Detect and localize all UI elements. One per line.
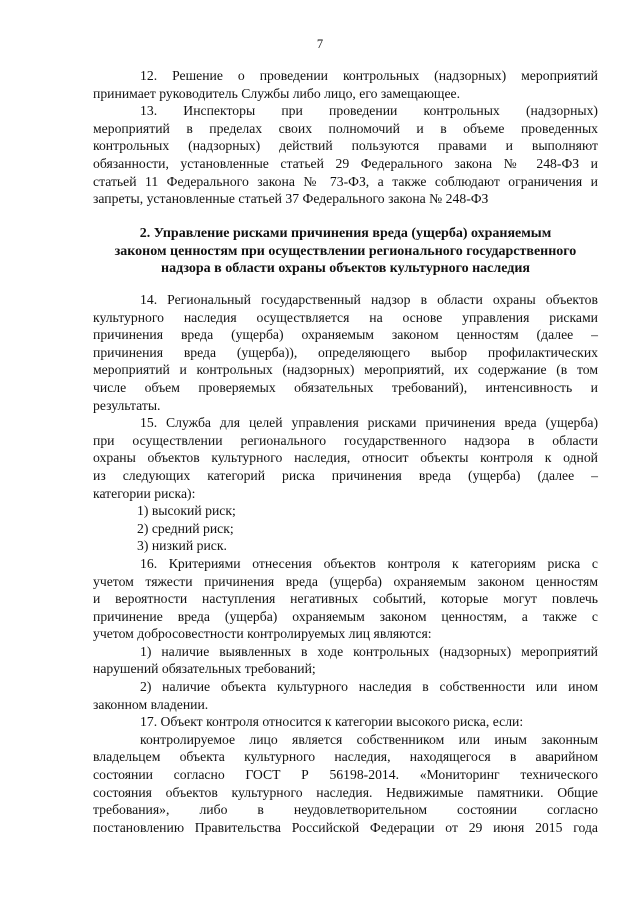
- text-line: обязанности, установленные статьей 29 Федерального закона № 248-ФЗ и: [93, 155, 598, 171]
- text-line: 17. Объект контроля относится к категории высокого риска, если:: [140, 714, 524, 730]
- text-line: нарушений обязательных требований;: [93, 661, 316, 677]
- text-line: 1) наличие выявленных в ходе контрольных (надзорных) мероприятий: [140, 643, 598, 659]
- text-line: законном владении.: [93, 696, 209, 712]
- text-line: владельцем объекта культурного наследия, находящегося в аварийном: [93, 749, 598, 765]
- text-line: мероприятий в пределах своих полномочий и в объеме проведенных: [93, 120, 598, 136]
- heading-line: надзора в области охраны объектов культурного наследия: [161, 261, 530, 277]
- text-line: учетом тяжести причинения вреда (ущерба) охраняемым законом ценностям: [93, 573, 598, 589]
- text-line: и вероятности наступления негативных событий, которые могут повлечь: [93, 591, 598, 607]
- list-item: 1) высокий риск;: [137, 503, 236, 519]
- text-line: 12. Решение о проведении контрольных (надзорных) мероприятий: [140, 68, 598, 83]
- list-item: 2) средний риск;: [137, 520, 234, 536]
- text-line: из следующих категорий риска причинения вреда (ущерба) (далее –: [93, 467, 598, 483]
- text-line: культурного наследия осуществляется на основе управления рисками: [93, 309, 598, 325]
- text-line: 16. Критериями отнесения объектов контроля к категориям риска с: [140, 555, 598, 571]
- text-line: 2) наличие объекта культурного наследия в собственности или ином: [140, 679, 598, 695]
- text-line: контрольных (надзорных) действий пользуются правами и выполняют: [93, 138, 598, 154]
- text-line: при осуществлении регионального государственного надзора в области: [93, 432, 598, 448]
- text-line: охраны объектов культурного наследия, относит объекты контроля к одной: [93, 450, 598, 466]
- text-line: причинение вреда (ущерба) охраняемым законом ценностям, а также с: [93, 608, 598, 624]
- text-line: числе объем проверяемых обязательных требований), интенсивность и: [93, 379, 598, 395]
- text-line: причинения вреда (ущерба)), определяющего выбор профилактических: [93, 344, 598, 360]
- heading-line: 2. Управление рисками причинения вреда (ущерба) охраняемым: [139, 226, 552, 241]
- paragraphs-14-17: [93, 291, 598, 836]
- text-line: контролируемое лицо является собственником или иным законным: [140, 731, 598, 747]
- section-heading: [93, 225, 598, 278]
- text-line: состоянии согласно ГОСТ Р 56198-2014. «Мониторинг технического: [93, 767, 598, 783]
- text-line: категории риска):: [93, 485, 196, 501]
- text-line: статьей 11 Федерального закона № 73-ФЗ, а также соблюдают ограничения и: [93, 173, 598, 189]
- text-line: результаты.: [93, 397, 161, 413]
- page-number: 7: [316, 37, 324, 51]
- list-item: 3) низкий риск.: [137, 538, 227, 554]
- text-line: 14. Региональный государственный надзор в области охраны объектов: [140, 292, 598, 307]
- text-line: принимает руководитель Службы либо лицо, его замещающее.: [93, 85, 461, 101]
- text-line: мероприятий и контрольных (надзорных) мероприятий, их содержание (в том: [93, 362, 598, 378]
- text-line: постановлению Правительства Российской Федерации от 29 июня 2015 года: [93, 819, 598, 835]
- heading-line: законом ценностям при осуществлении регионального государственного: [114, 243, 577, 259]
- text-line: состояния объектов культурного наследия. Недвижимые памятники. Общие: [93, 784, 598, 800]
- text-line: 15. Служба для целей управления рисками причинения вреда (ущерба): [140, 415, 598, 431]
- text-line: учетом добросовестности контролируемых лиц являются:: [93, 626, 432, 642]
- text-line: причинения вреда (ущерба) охраняемым законом ценностям (далее –: [93, 327, 598, 343]
- paragraphs-12-13: [93, 67, 598, 208]
- text-line: требования», либо в неудовлетворительном состоянии согласно: [93, 802, 598, 818]
- text-line: 13. Инспекторы при проведении контрольных (надзорных): [140, 103, 598, 119]
- text-line: запреты, установленные статьей 37 Федерального закона № 248-ФЗ: [93, 191, 489, 207]
